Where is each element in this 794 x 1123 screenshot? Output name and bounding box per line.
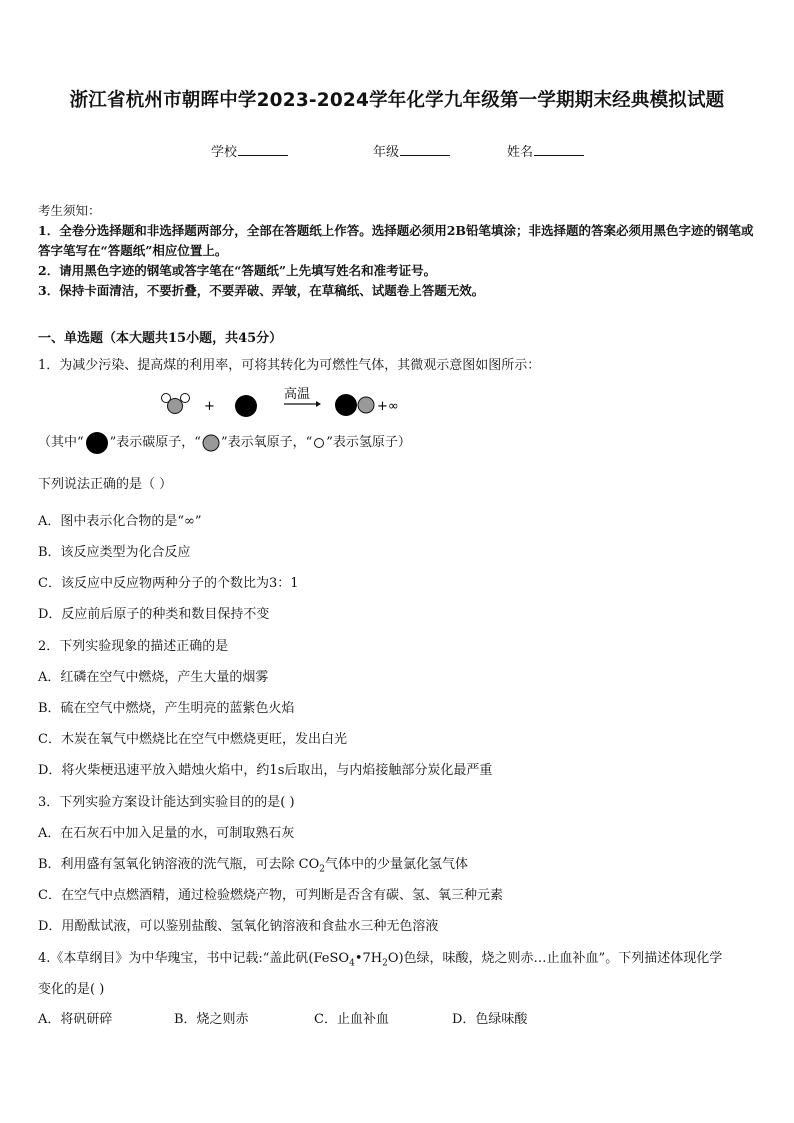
grade-label: 年级 [373, 145, 400, 160]
carbon-atom [235, 395, 257, 417]
q1-ask: 下列说法正确的是（ ） [38, 477, 173, 492]
q4-stem-text-3: O)色绿，味酸，烧之则赤…止血补血”。下列描述体现化学 [387, 951, 723, 966]
notice-block [38, 201, 762, 301]
plus-sign: + [204, 399, 215, 414]
q4-stem-text-2: •7H [354, 951, 383, 966]
q1-stem: 1．为减少污染、提高煤的利用率，可将其转化为可燃性气体，其微观示意图如图所示： [38, 358, 541, 373]
q3-stem: 3．下列实验方案设计能达到实验目的的是( ) [38, 795, 295, 810]
water-molecule [162, 394, 190, 414]
grade-blank[interactable] [400, 143, 450, 156]
q1-option-b[interactable]: B．该反应类型为化合反应 [38, 545, 191, 560]
q4-option-a[interactable]: A．将矾研碎 [38, 1012, 113, 1027]
q1-option-c[interactable]: C．该反应中反应物两种分子的个数比为3：1 [38, 576, 299, 591]
q3-option-d[interactable]: D．用酚酞试液，可以鉴别盐酸、氢氧化钠溶液和食盐水三种无色溶液 [38, 919, 439, 934]
q3-b-text-1: B．利用盛有氢氧化钠溶液的洗气瓶，可去除 CO [38, 857, 320, 872]
notice-item-3: 3．保持卡面清洁，不要折叠，不要弄破、弄皱，在草稿纸、试题卷上答题无效。 [38, 283, 485, 298]
q4-sub-2: 2 [382, 958, 388, 969]
q2-stem: 2．下列实验现象的描述正确的是 [38, 639, 229, 654]
school-field [211, 141, 288, 160]
legend-oxygen-icon [201, 433, 221, 453]
school-blank[interactable] [238, 143, 288, 156]
legend-text-3: ”表示氧原子，“ [220, 435, 313, 450]
q4-stem-line-2: 变化的是( ) [38, 982, 105, 997]
grade-field [373, 141, 450, 160]
legend-text-2: ”表示碳原子，“ [109, 435, 201, 450]
legend-text-4: ”表示氢原子） [326, 435, 411, 450]
q3-b-subscript: 2 [319, 864, 326, 875]
q2-option-c[interactable]: C．木炭在氧气中燃烧比在空气中燃烧更旺，发出白光 [38, 732, 347, 747]
q1-option-a[interactable]: A．图中表示化合物的是“∞” [38, 514, 202, 529]
q4-option-b[interactable]: B．烧之则赤 [174, 1012, 249, 1027]
page-title: 浙江省杭州市朝晖中学2023-2024学年化学九年级第一学期期末经典模拟试题 [69, 90, 725, 111]
q4-sub-1: 4 [349, 958, 355, 969]
q4-option-c[interactable]: C．止血补血 [314, 1012, 389, 1027]
legend-text-1: （其中“ [38, 435, 84, 450]
q4-stem-text-1: 4.《本草纲目》为中华瑰宝，书中记载:“盖此矾(FeSO [38, 951, 350, 966]
name-blank[interactable] [534, 143, 584, 156]
q2-option-b[interactable]: B．硫在空气中燃烧，产生明亮的蓝紫色火焰 [38, 701, 295, 716]
product-h2: +∞ [377, 399, 399, 414]
q1-legend [38, 431, 411, 454]
q2-option-d[interactable]: D．将火柴梗迅速平放入蜡烛火焰中，约1s后取出，与内焰接触部分炭化最严重 [38, 763, 493, 778]
co-molecule [335, 394, 374, 416]
school-label: 学校 [211, 145, 238, 160]
q3-option-b[interactable] [38, 853, 762, 875]
legend-hydrogen-icon [312, 436, 326, 450]
q3-b-text-2: 气体中的少量氯化氢气体 [325, 857, 469, 872]
notice-heading: 考生须知： [38, 203, 101, 218]
q2-option-a[interactable]: A．红磷在空气中燃烧，产生大量的烟雾 [38, 670, 269, 685]
notice-item-1: 1．全卷分选择题和非选择题两部分，全部在答题纸上作答。选择题必须用2B铅笔填涂；非选择题的答案必须用黑色字迹的钢笔或答字笔写在“答题纸”相应位置上。 [38, 223, 754, 258]
q3-option-c[interactable]: C．在空气中点燃酒精，通过检验燃烧产物，可判断是否含有碳、氢、氧三种元素 [38, 888, 503, 903]
section-heading: 一、单选题（本大题共15小题，共45分） [38, 331, 283, 346]
q3-option-a[interactable]: A．在石灰石中加入足量的水，可制取熟石灰 [38, 826, 295, 841]
reaction-condition: 高温 [284, 387, 311, 402]
q4-stem-line-1 [38, 947, 762, 969]
legend-carbon-icon [84, 432, 110, 454]
q1-reaction-diagram [0, 384, 794, 428]
q4-option-d[interactable]: D．色绿味酸 [452, 1012, 528, 1027]
reaction-svg [0, 384, 794, 428]
q1-option-d[interactable]: D．反应前后原子的种类和数目保持不变 [38, 607, 270, 622]
name-field [507, 141, 584, 160]
notice-item-2: 2．请用黑色字迹的钢笔或答字笔在“答题纸”上先填写姓名和准考证号。 [38, 263, 437, 278]
name-label: 姓名 [507, 145, 534, 160]
arrow-head [316, 401, 321, 407]
